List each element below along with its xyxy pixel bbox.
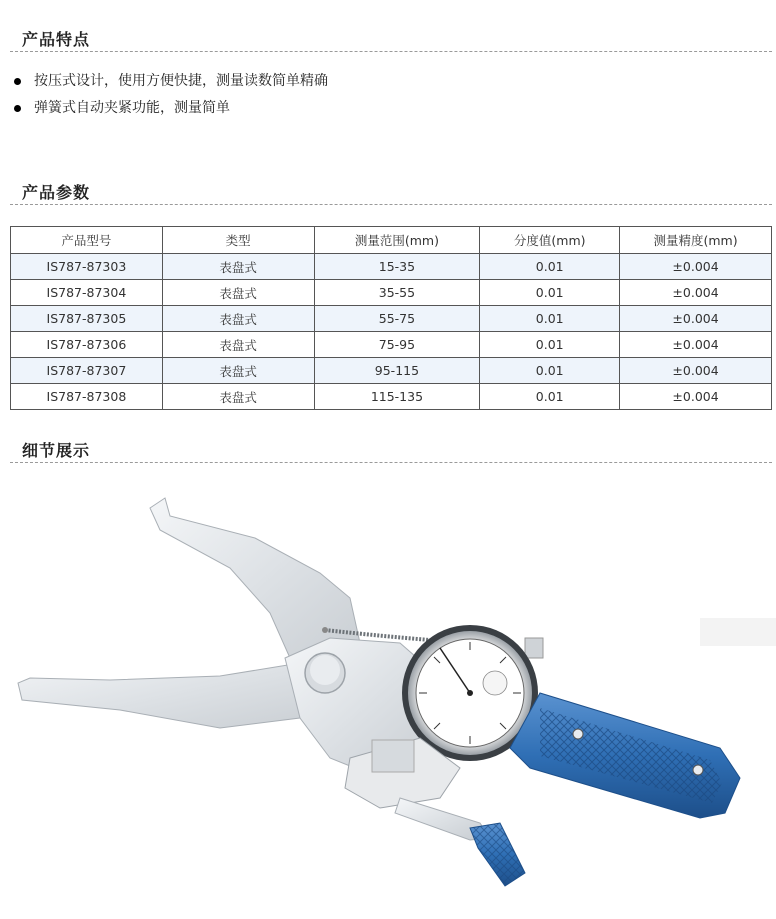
table-cell: IS787-87304 bbox=[11, 280, 163, 306]
table-row bbox=[11, 332, 772, 358]
dial-caliper-image bbox=[0, 478, 776, 919]
params-table bbox=[10, 226, 772, 410]
dial-center-cap bbox=[467, 690, 473, 696]
table-cell: ±0.004 bbox=[620, 280, 772, 306]
trigger-grip-texture bbox=[470, 823, 525, 886]
feature-text: 按压式设计，使用方便快捷，测量读数简单精确 bbox=[34, 73, 328, 89]
table-cell: 0.01 bbox=[480, 254, 620, 280]
handle-screw bbox=[693, 765, 703, 775]
table-cell: IS787-87306 bbox=[11, 332, 163, 358]
table-cell: ±0.004 bbox=[620, 306, 772, 332]
table-header-cell: 测量范围(mm) bbox=[314, 227, 480, 254]
section-header-detail bbox=[10, 438, 772, 463]
table-header-cell: 测量精度(mm) bbox=[620, 227, 772, 254]
table-cell: 0.01 bbox=[480, 280, 620, 306]
table-row bbox=[11, 384, 772, 410]
dial-stem bbox=[525, 638, 543, 658]
feature-item bbox=[14, 97, 328, 124]
table-cell: IS787-87308 bbox=[11, 384, 163, 410]
table-cell: 75-95 bbox=[314, 332, 480, 358]
feature-list bbox=[14, 70, 328, 124]
bullet-icon bbox=[14, 78, 21, 85]
table-cell: ±0.004 bbox=[620, 384, 772, 410]
label-plate bbox=[372, 740, 414, 772]
table-cell: 0.01 bbox=[480, 384, 620, 410]
table-row bbox=[11, 306, 772, 332]
table-cell: 95-115 bbox=[314, 358, 480, 384]
table-row bbox=[11, 358, 772, 384]
table-cell: 表盘式 bbox=[162, 332, 314, 358]
background-shadow bbox=[700, 618, 776, 646]
table-cell: 55-75 bbox=[314, 306, 480, 332]
section-title-detail: 细节展示 bbox=[22, 441, 91, 460]
section-header-features bbox=[10, 27, 772, 52]
spring-anchor bbox=[322, 627, 328, 633]
table-row bbox=[11, 254, 772, 280]
table-cell: 表盘式 bbox=[162, 306, 314, 332]
section-title-features: 产品特点 bbox=[22, 30, 91, 49]
table-header-cell: 类型 bbox=[162, 227, 314, 254]
table-cell: ±0.004 bbox=[620, 254, 772, 280]
pivot-knob-face bbox=[310, 655, 340, 685]
section-header-params bbox=[10, 180, 772, 205]
feature-text: 弹簧式自动夹紧功能，测量简单 bbox=[34, 100, 230, 116]
table-cell: 0.01 bbox=[480, 358, 620, 384]
table-cell: 表盘式 bbox=[162, 280, 314, 306]
section-title-params: 产品参数 bbox=[22, 183, 91, 202]
table-cell: 35-55 bbox=[314, 280, 480, 306]
feature-item bbox=[14, 70, 328, 97]
table-cell: ±0.004 bbox=[620, 358, 772, 384]
table-cell: IS787-87305 bbox=[11, 306, 163, 332]
handle-screw bbox=[573, 729, 583, 739]
table-cell: 表盘式 bbox=[162, 384, 314, 410]
table-cell: IS787-87303 bbox=[11, 254, 163, 280]
table-cell: 115-135 bbox=[314, 384, 480, 410]
table-cell: 表盘式 bbox=[162, 358, 314, 384]
table-cell: ±0.004 bbox=[620, 332, 772, 358]
table-cell: 0.01 bbox=[480, 332, 620, 358]
dial-subdial bbox=[483, 671, 507, 695]
table-header-row bbox=[11, 227, 772, 254]
table-cell: 0.01 bbox=[480, 306, 620, 332]
table-header-cell: 分度值(mm) bbox=[480, 227, 620, 254]
table-cell: 表盘式 bbox=[162, 254, 314, 280]
bullet-icon bbox=[14, 105, 21, 112]
table-cell: 15-35 bbox=[314, 254, 480, 280]
table-row bbox=[11, 280, 772, 306]
table-cell: IS787-87307 bbox=[11, 358, 163, 384]
table-header-cell: 产品型号 bbox=[11, 227, 163, 254]
